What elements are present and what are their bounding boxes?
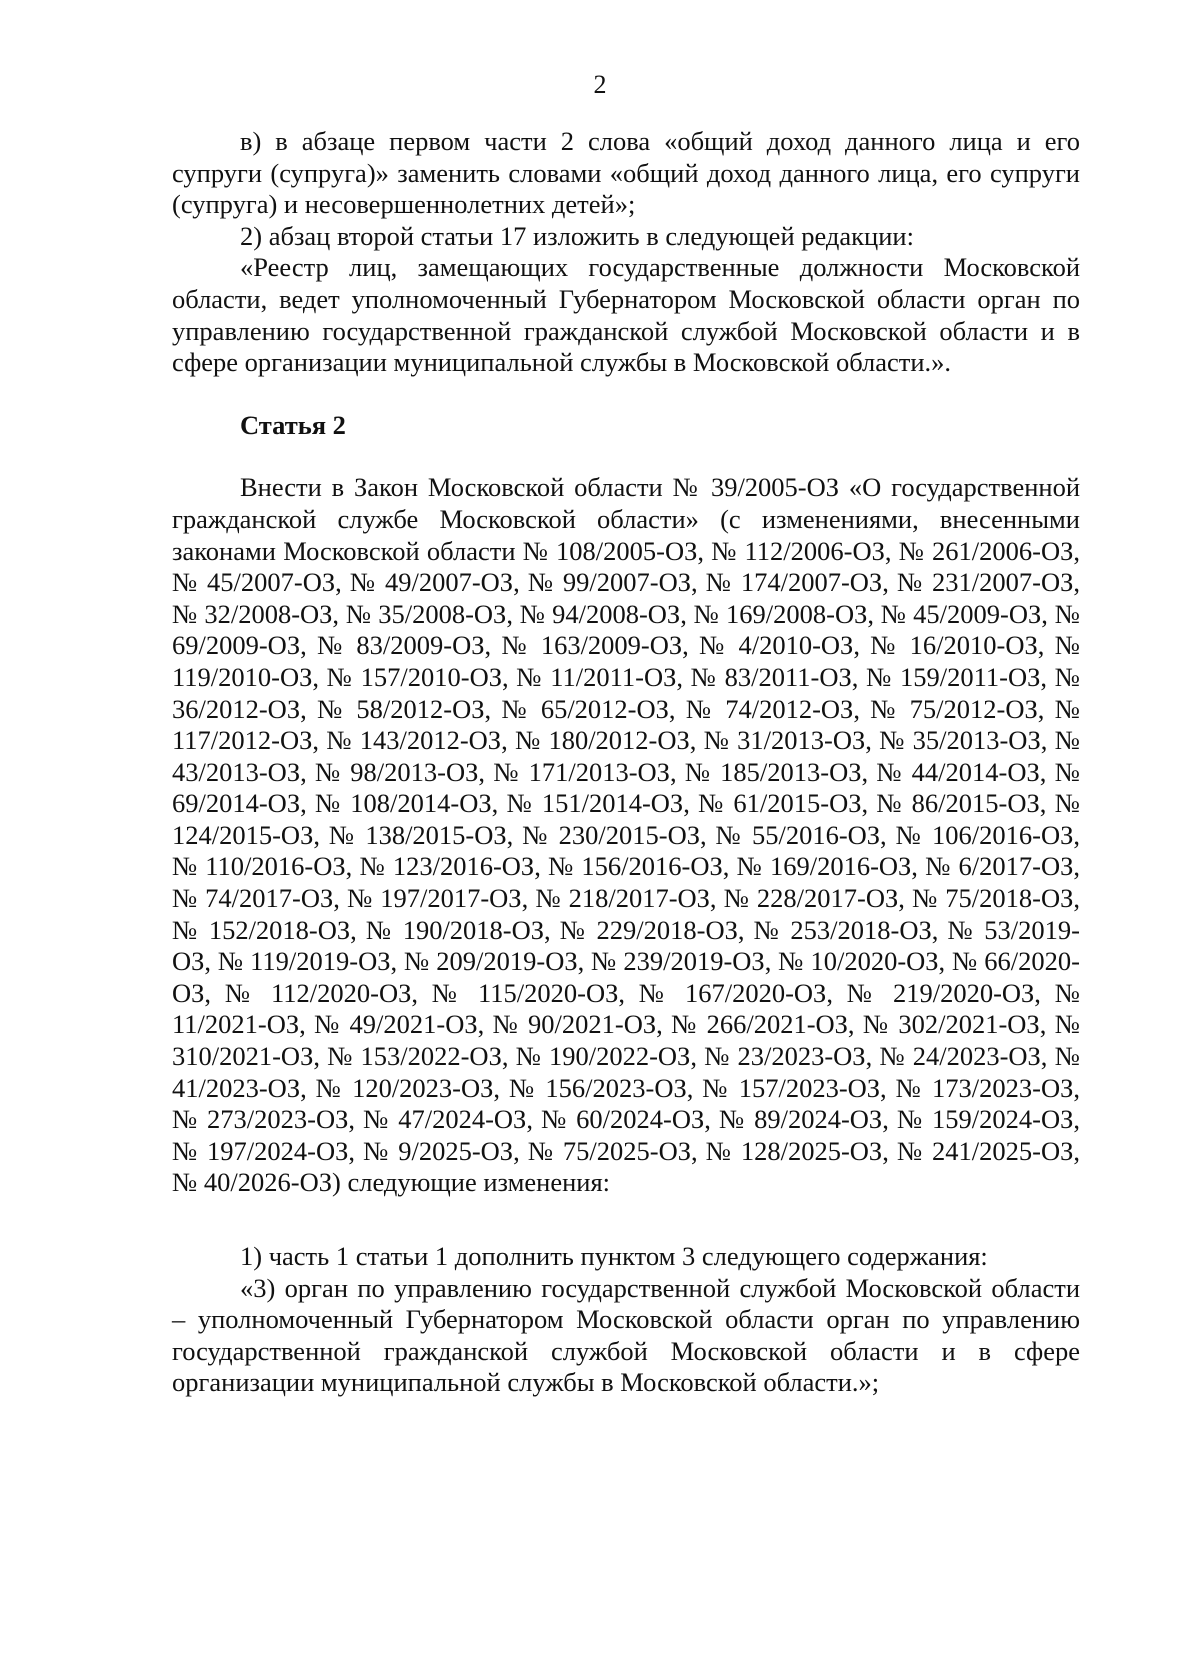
paragraph-item-2: 2) абзац второй статьи 17 изложить в следующей редакции: [240,220,914,251]
document-body [172,126,1080,1399]
paragraph-point-3-quote: «3) орган по управлению государственной службой Московской области – уполномоченный Губернатором Московской области орган по управлению государственной гражданской службой Московской области и в сфере организации муниципальной службы в Московской области.»; [172,1272,1080,1398]
paragraph-item-1: 1) часть 1 статьи 1 дополнить пунктом 3 следующего содержания: [240,1241,988,1271]
page-number: 2 [593,70,607,99]
article-heading: Статья 2 [240,409,346,440]
paragraph-law-amendments: Внести в Закон Московской области № 39/2005-ОЗ «О государственной гражданской службе Московской области» (с изменениями, внесенными законами Московской области № 108/2005-ОЗ, № 112/2006-ОЗ, № 261/2006-ОЗ, № 45/2007-ОЗ, № 49/2007-ОЗ, № 99/2007-ОЗ, № 174/2007-ОЗ, № 231/2007-ОЗ, № 32/2008-ОЗ, № 35/2008-ОЗ, № 94/2008-ОЗ, № 169/2008-ОЗ, № 45/2009-ОЗ, № 69/2009-ОЗ, № 83/2009-ОЗ, № 163/2009-ОЗ, № 4/2010-ОЗ, № 16/2010-ОЗ, № 119/2010-ОЗ, № 157/2010-ОЗ, № 11/2011-ОЗ, № 83/2011-ОЗ, № 159/2011-ОЗ, № 36/2012-ОЗ, № 58/2012-ОЗ, № 65/2012-ОЗ, № 74/2012-ОЗ, № 75/2012-ОЗ, № 117/2012-ОЗ, № 143/2012-ОЗ, № 180/2012-ОЗ, № 31/2013-ОЗ, № 35/2013-ОЗ, № 43/2013-ОЗ, № 98/2013-ОЗ, № 171/2013-ОЗ, № 185/2013-ОЗ, № 44/2014-ОЗ, № 69/2014-ОЗ, № 108/2014-ОЗ, № 151/2014-ОЗ, № 61/2015-ОЗ, № 86/2015-ОЗ, № 124/2015-ОЗ, № 138/2015-ОЗ, № 230/2015-ОЗ, № 55/2016-ОЗ, № 106/2016-ОЗ, № 110/2016-ОЗ, № 123/2016-ОЗ, № 156/2016-ОЗ, № 169/2016-ОЗ, № 6/2017-ОЗ, № 74/2017-ОЗ, № 197/2017-ОЗ, № 218/2017-ОЗ, № 228/2017-ОЗ, № 75/2018-ОЗ, № 152/2018-ОЗ, № 190/2018-ОЗ, № 229/2018-ОЗ, № 253/2018-ОЗ, № 53/2019-ОЗ, № 119/2019-ОЗ, № 209/2019-ОЗ, № 239/2019-ОЗ, № 10/2020-ОЗ, № 66/2020-ОЗ, № 112/2020-ОЗ, № 115/2020-ОЗ, № 167/2020-ОЗ, № 219/2020-ОЗ, № 11/2021-ОЗ, № 49/2021-ОЗ, № 90/2021-ОЗ, № 266/2021-ОЗ, № 302/2021-ОЗ, № 310/2021-ОЗ, № 153/2022-ОЗ, № 190/2022-ОЗ, № 23/2023-ОЗ, № 24/2023-ОЗ, № 41/2023-ОЗ, № 120/2023-ОЗ, № 156/2023-ОЗ, № 157/2023-ОЗ, № 173/2023-ОЗ, № 273/2023-ОЗ, № 47/2024-ОЗ, № 60/2024-ОЗ, № 89/2024-ОЗ, № 159/2024-ОЗ, № 197/2024-ОЗ, № 9/2025-ОЗ, № 75/2025-ОЗ, № 128/2025-ОЗ, № 241/2025-ОЗ, № 40/2026-ОЗ) следующие изменения: [172,472,1080,1198]
paragraph-registry-quote: «Реестр лиц, замещающих государственные должности Московской области, ведет уполномоченный Губернатором Московской области орган по управлению государственной гражданской службой Московской области и в сфере организации муниципальной службы в Московской области.». [172,252,1080,378]
paragraph-amendment-v: в) в абзаце первом части 2 слова «общий доход данного лица и его супруги (супруга)» заменить словами «общий доход данного лица, его супруги (супруга) и несовершеннолетних детей»; [172,126,1080,220]
